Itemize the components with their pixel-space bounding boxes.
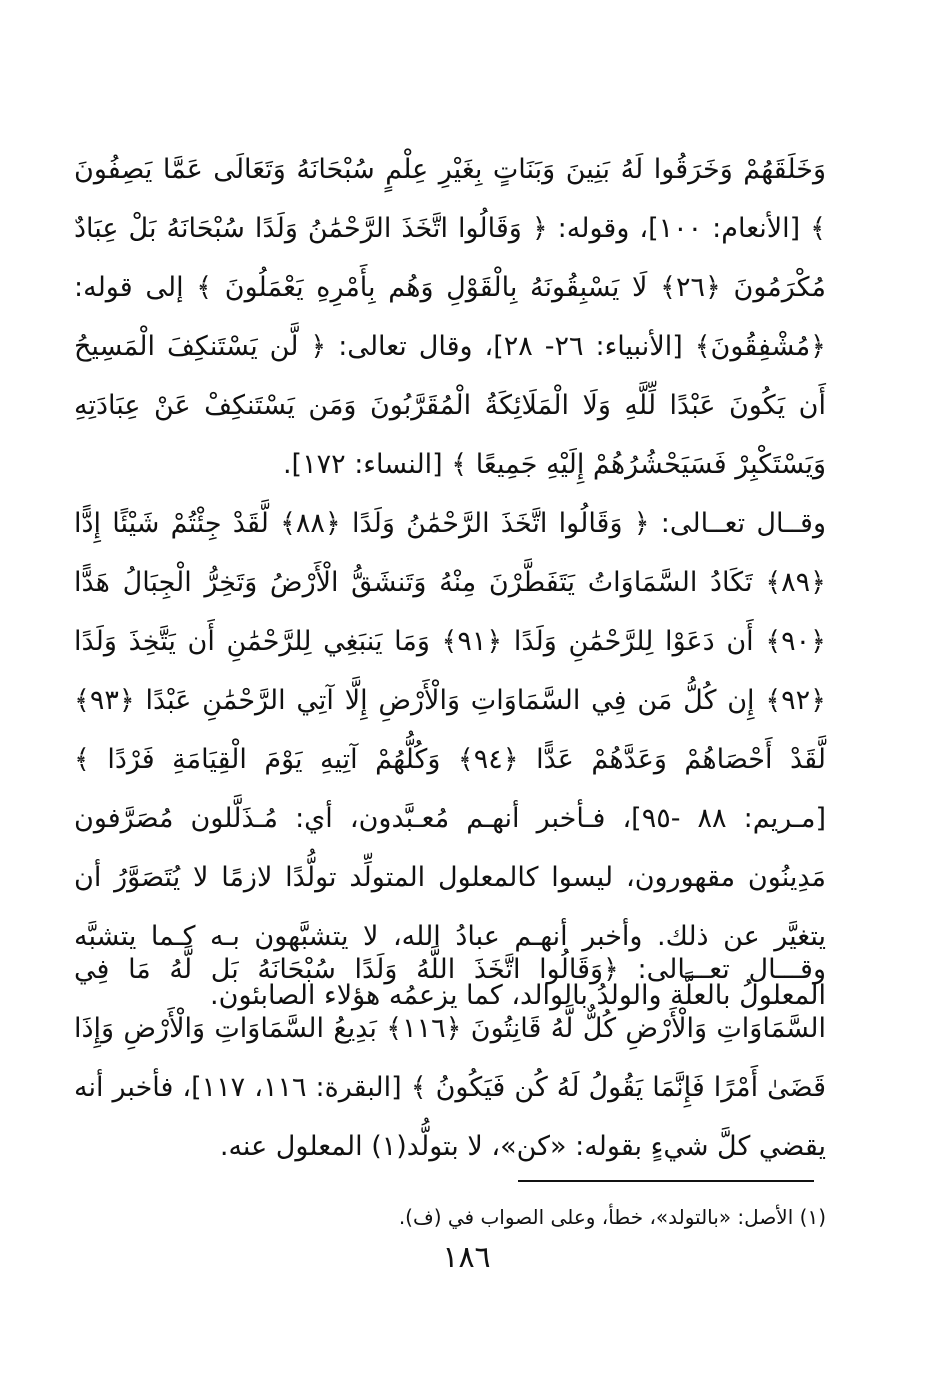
footnote-divider <box>518 1180 814 1182</box>
footnote: (١) الأصل: «بالتولد»، خطأ، وعلى الصواب في (ف). <box>398 1205 826 1229</box>
paragraph-1: وَخَلَقَهُمْ وَخَرَقُوا لَهُ بَنِينَ وَبَنَاتٍ بِغَيْرِ عِلْمٍ سُبْحَانَهُ وَتَعَالَى عَمَّا يَصِفُونَ ﴾ [الأنعام: ١٠٠]، وقوله: ﴿ وَقَالُوا اتَّخَذَ الرَّحْمَٰنُ وَلَدًا سُبْحَانَهُ بَلْ عِبَادٌ مُكْرَمُونَ ﴿٢٦﴾ لَا يَسْبِقُونَهُ بِالْقَوْلِ وَهُم بِأَمْرِهِ يَعْمَلُونَ ﴾ إلى قوله: ﴿مُشْفِقُونَ﴾ [الأنبياء: ٢٦- ٢٨]، وقال تعالى: ﴿ لَّن يَسْتَنكِفَ الْمَسِيحُ أَن يَكُونَ عَبْدًا لِّلَّهِ وَلَا الْمَلَائِكَةُ الْمُقَرَّبُونَ وَمَن يَسْتَنكِفْ عَنْ عِبَادَتِهِ وَيَسْتَكْبِرْ فَسَيَحْشُرُهُمْ إِلَيْهِ جَمِيعًا ﴾ [النساء: ١٧٢]. <box>74 154 827 480</box>
page-number: ١٨٦ <box>442 1240 491 1275</box>
paragraph-3: وقـــال تعـــالى: ﴿وَقَالُوا اتَّخَذَ اللَّهُ وَلَدًا سُبْحَانَهُ بَل لَّهُ مَا فِي السَّمَاوَاتِ وَالْأَرْضِ كُلٌّ لَّهُ قَانِتُونَ ﴿١١٦﴾ بَدِيعُ السَّمَاوَاتِ وَالْأَرْضِ وَإِذَا قَضَىٰ أَمْرًا فَإِنَّمَا يَقُولُ لَهُ كُن فَيَكُونُ ﴾ [البقرة: ١١٦، ١١٧]، فأخبر أنه يقضي كلَّ شيءٍ بقوله: «كن»، لا بتولُّد(١) المعلول عنه. <box>74 954 827 1162</box>
paragraph-2: وقــال تعــالى: ﴿ وَقَالُوا اتَّخَذَ الرَّحْمَٰنُ وَلَدًا ﴿٨٨﴾ لَّقَدْ جِئْتُمْ شَيْئًا إِدًّا ﴿٨٩﴾ تَكَادُ السَّمَاوَاتُ يَتَفَطَّرْنَ مِنْهُ وَتَنشَقُّ الْأَرْضُ وَتَخِرُّ الْجِبَالُ هَدًّا ﴿٩٠﴾ أَن دَعَوْا لِلرَّحْمَٰنِ وَلَدًا ﴿٩١﴾ وَمَا يَنبَغِي لِلرَّحْمَٰنِ أَن يَتَّخِذَ وَلَدًا ﴿٩٢﴾ إِن كُلُّ مَن فِي السَّمَاوَاتِ وَالْأَرْضِ إِلَّا آتِي الرَّحْمَٰنِ عَبْدًا ﴿٩٣﴾ لَّقَدْ أَحْصَاهُمْ وَعَدَّهُمْ عَدًّا ﴿٩٤﴾ وَكُلُّهُمْ آتِيهِ يَوْمَ الْقِيَامَةِ فَرْدًا ﴾ [مـريم: ٨٨ -٩٥]، فـأخبر أنهـم مُعـبَّدون، أي: مُـذَلَّلون مُصَرَّفون مَدِينُون مقهورون، ليسوا كالمعلول المتولِّد تولُّدًا لازمًا لا يُتَصَوَّرُ أن يتغيَّر عن ذلك. وأخبر أنهـم عبادُ الله، لا يتشبَّهون بـه كـما يتشبَّه المعلولُ بالعلَّة والولدُ بالوالد، كما يزعمُه هؤلاء الصابئون. <box>74 508 827 1011</box>
